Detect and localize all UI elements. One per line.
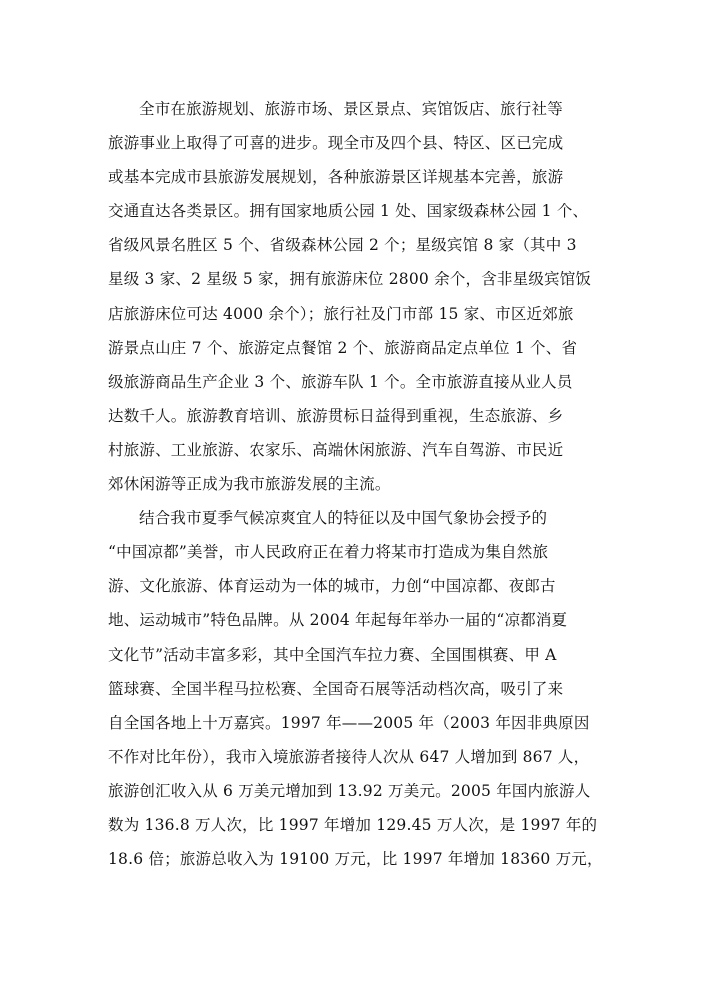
paragraph: [108, 501, 603, 876]
text-line: 自全国各地上十万嘉宾。1997 年——2005 年（2003 年因非典原因: [108, 713, 590, 732]
text-line: 篮球赛、全国半程马拉松赛、全国奇石展等活动档次高，吸引了来: [108, 679, 564, 698]
text-line: 或基本完成市县旅游发展规划，各种旅游景区详规基本完善，旅游: [108, 168, 564, 187]
text-line: 旅游事业上取得了可喜的进步。现全市及四个县、特区、区已完成: [108, 134, 564, 153]
text-line: 游、文化旅游、体育运动为一体的城市，力创“中国凉都、夜郎古: [108, 577, 556, 596]
text-line: 结合我市夏季气候凉爽宜人的特征以及中国气象协会授予的: [139, 509, 548, 528]
text-line: 18.6 倍；旅游总收入为 19100 万元，比 1997 年增加 18360 万元，: [108, 850, 603, 869]
text-line: 星级 3 家、2 星级 5 家，拥有旅游床位 2800 余个，含非星级宾馆饭: [108, 270, 592, 289]
text-line: 郊休闲游等正成为我市旅游发展的主流。: [108, 475, 391, 494]
text-line: 地、运动城市”特色品牌。从 2004 年起每年举办一届的“凉都消夏: [108, 611, 568, 630]
text-line: “中国凉都”美誉，市人民政府正在着力将某市打造成为集自然旅: [108, 543, 549, 562]
text-line: 交通直达各类景区。拥有国家地质公园 1 处、国家级森林公园 1 个、: [108, 202, 589, 221]
text-line: 数为 136.8 万人次，比 1997 年增加 129.45 万人次，是 1997 年的: [108, 815, 598, 834]
text-line: 不作对比年份），我市入境旅游者接待人次从 647 人增加到 867 人，: [108, 747, 590, 766]
text-line: 旅游创汇收入从 6 万美元增加到 13.92 万美元。2005 年国内旅游人: [108, 781, 591, 800]
paragraph: [108, 92, 592, 501]
text-line: 村旅游、工业旅游、农家乐、高端休闲旅游、汽车自驾游、市民近: [108, 440, 564, 459]
text-line: 级旅游商品生产企业 3 个、旅游车队 1 个。全市旅游直接从业人员: [108, 372, 573, 391]
text-line: 省级风景名胜区 5 个、省级森林公园 2 个；星级宾馆 8 家（其中 3: [108, 236, 577, 255]
text-line: 达数千人。旅游教育培训、旅游贯标日益得到重视，生态旅游、乡: [108, 406, 564, 425]
document-body: [108, 92, 603, 876]
text-line: 游景点山庄 7 个、旅游定点餐馆 2 个、旅游商品定点单位 1 个、省: [108, 338, 578, 357]
text-line: 全市在旅游规划、旅游市场、景区景点、宾馆饭店、旅行社等: [139, 100, 563, 118]
text-line: 店旅游床位可达 4000 余个）；旅行社及门市部 15 家、市区近郊旅: [108, 304, 574, 323]
text-line: 文化节”活动丰富多彩，其中全国汽车拉力赛、全国围棋赛、甲 A: [108, 645, 557, 664]
